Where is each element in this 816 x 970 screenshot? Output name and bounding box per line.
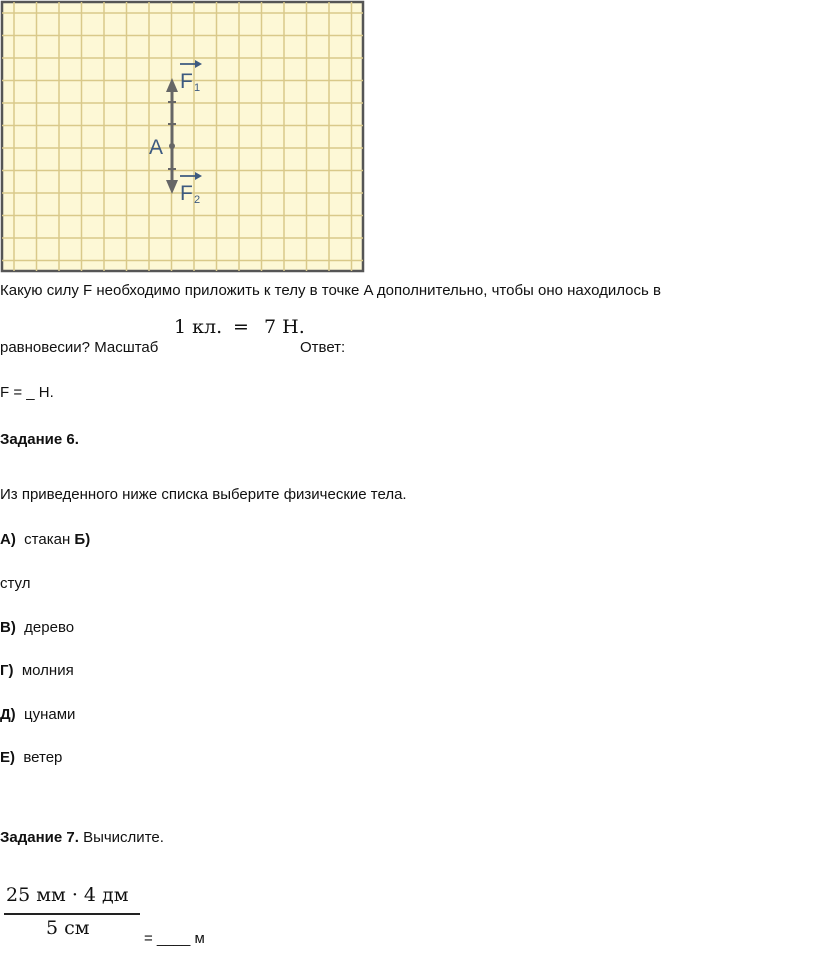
force2-label: F [180,182,193,205]
task6-heading: Задание 6. [0,431,79,448]
answer-line: F = _ Н. [0,384,54,401]
task7-header [0,829,164,846]
option-letter: Б) [74,531,91,548]
answer-label: Ответ: [300,339,346,356]
point-a-dot [169,143,175,149]
grid-background [2,2,363,271]
task5-question-line1: Какую силу F необходимо приложить к телу в точке A дополнительно, чтобы оно находилось в [0,282,661,299]
force1-subscript: 1 [194,82,201,94]
fraction-denominator: 5 см [46,917,90,939]
force2-subscript: 2 [194,194,201,206]
scale-equals: = [233,316,249,338]
force-grid-figure [0,0,366,274]
option-b: стул [0,575,31,592]
option-a [0,531,90,548]
task7-heading: Задание 7. [0,829,79,846]
scale-left: 1 кл. [174,316,223,338]
option-text: дерево [24,619,75,636]
option-text: ветер [23,749,63,766]
task5-question-line2: равновесии? Масштаб [0,339,159,356]
option-d [0,706,75,723]
option-letter: А) [0,531,16,548]
option-letter: Г) [0,662,14,679]
point-a-label: A [149,136,164,159]
option-v [0,619,74,636]
option-e [0,749,62,766]
option-g [0,662,74,679]
fraction-result: = ____ м [144,930,205,947]
option-text: молния [21,662,74,679]
force1-label: F [180,70,193,93]
task6-prompt: Из приведенного ниже списка выберите физические тела. [0,486,407,503]
fraction-numerator: 25 мм · 4 дм [6,884,129,906]
scale-right: 7 Н. [264,316,305,338]
option-text: стакан [24,531,71,548]
option-letter: В) [0,619,16,636]
task7-prompt: Вычислите. [83,829,164,846]
option-text: цунами [24,706,76,723]
fraction-bar [4,913,140,915]
option-letter: Д) [0,706,16,723]
option-letter: Е) [0,749,15,766]
